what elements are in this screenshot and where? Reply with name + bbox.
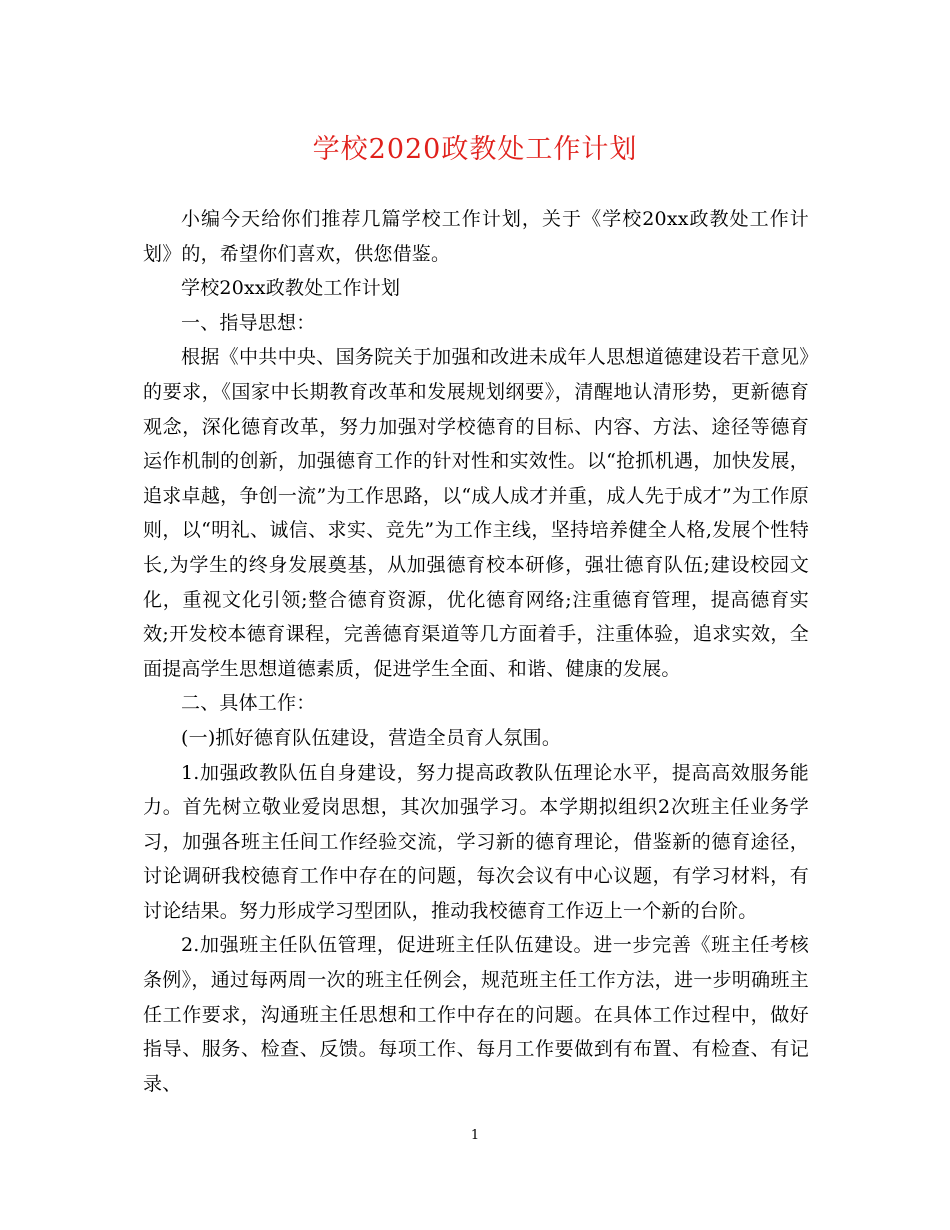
section-heading-specific-work: 二、具体工作： (181, 692, 316, 715)
document-body (143, 202, 809, 1101)
page-number: 1 (470, 1128, 480, 1143)
paragraph-item-2: 2.加强班主任队伍管理，促进班主任队伍建设。进一步完善《班主任考核条例》，通过每两周一次的班主任例会，规范班主任工作方法，进一步明确班主任工作要求，沟通班主任思想和工作中存在的问题。在具体工作过程中，做好指导、服务、检查、反馈。每项工作、每月工作要做到有布置、有检查、有记录、 (143, 934, 809, 1095)
section-heading-guiding-thought: 一、指导思想： (181, 311, 316, 334)
subsection-heading-team-building: (一)抓好德育队伍建设，营造全员育人氛围。 (181, 726, 562, 749)
paragraph-intro: 小编今天给你们推荐几篇学校工作计划，关于《学校20xx政教处工作计划》的，希望你们喜欢，供您借鉴。 (143, 208, 809, 265)
paragraph-item-1: 1.加强政教队伍自身建设，努力提高政教队伍理论水平，提高高效服务能力。首先树立敬业爱岗思想，其次加强学习。本学期拟组织2次班主任业务学习，加强各班主任间工作经验交流，学习新的德育理论，借鉴新的德育途径，讨论调研我校德育工作中存在的问题，每次会议有中心议题，有学习材料，有讨论结果。努力形成学习型团队，推动我校德育工作迈上一个新的台阶。 (143, 761, 809, 922)
document-title: 学校2020政教处工作计划 (312, 134, 638, 165)
paragraph-guiding-thought: 根据《中共中央、国务院关于加强和改进未成年人思想道德建设若干意见》的要求，《国家中长期教育改革和发展规划纲要》，清醒地认清形势，更新德育观念，深化德育改革，努力加强对学校德育的目标、内容、方法、途径等德育运作机制的创新，加强德育工作的针对性和实效性。以“抢抓机遇，加快发展，追求卓越，争创一流”为工作思路，以“成人成才并重，成人先于成才”为工作原则，以“明礼、诚信、求实、竞先”为工作主线，坚持培养健全人格,发展个性特长,为学生的终身发展奠基，从加强德育校本研修，强壮德育队伍;建设校园文化，重视文化引领;整合德育资源，优化德育网络;注重德育管理，提高德育实效;开发校本德育课程，完善德育渠道等几方面着手，注重体验，追求实效，全面提高学生思想道德素质，促进学生全面、和谐、健康的发展。 (143, 346, 809, 680)
paragraph-subtitle: 学校20xx政教处工作计划 (181, 277, 401, 300)
